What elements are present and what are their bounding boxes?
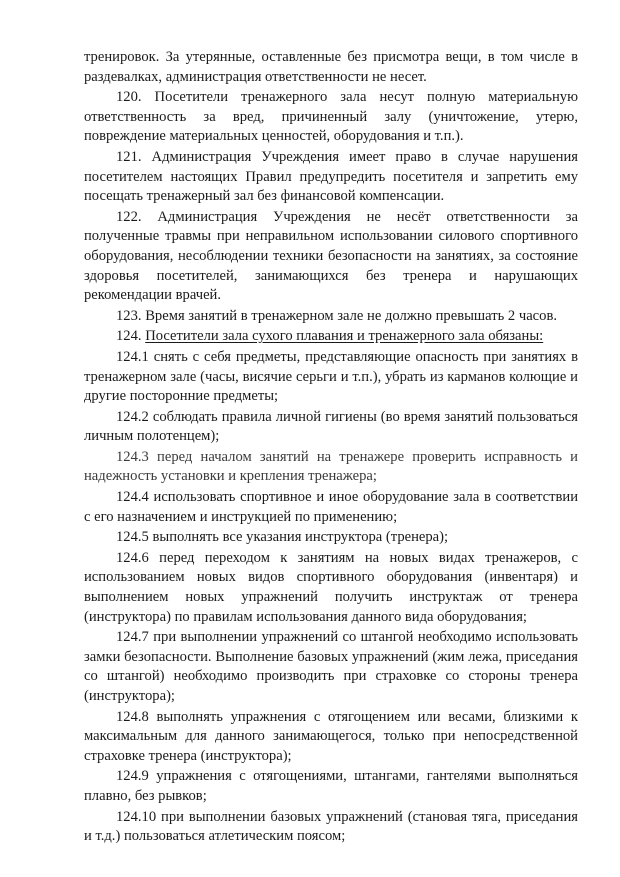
paragraph-text: использовать спортивное и иное оборудование зала в соответствии с его назначением и инструкцией по применению; bbox=[84, 489, 578, 525]
paragraph-number: 124. bbox=[116, 328, 142, 345]
paragraph-number: 124.5 bbox=[116, 529, 149, 546]
paragraph-text: тренировок. За утерянные, оставленные без присмотра вещи, в том числе в раздевалках, администрация ответственности не несет. bbox=[84, 49, 578, 85]
paragraph-text: соблюдать правила личной гигиены (во время занятий пользоваться личным полотенцем); bbox=[84, 408, 578, 445]
paragraph-124-7 bbox=[84, 628, 578, 706]
paragraph-124-6 bbox=[84, 549, 578, 627]
paragraph-text: Время занятий в тренажерном зале не должно превышать 2 часов. bbox=[145, 307, 557, 324]
paragraph-124-10 bbox=[84, 808, 578, 847]
paragraph-text: снять с себя предметы, представляющие опасность при занятиях в тренажерном зале (часы, висячие серьги и т.п.), убрать из карманов колющие и другие посторонние предметы; bbox=[84, 348, 578, 405]
paragraph-number: 121. bbox=[116, 148, 142, 165]
paragraph-122 bbox=[84, 208, 578, 306]
paragraph-text: перед переходом к занятиям на новых видах тренажеров, с использованием новых видов спортивного оборудования (инвентаря) и выполнением новых упражнений получить инструктаж от тренера (инструктора) по правилам использования данного вида оборудования; bbox=[84, 549, 578, 625]
paragraph-number: 124.10 bbox=[116, 808, 157, 825]
paragraph-124-1 bbox=[84, 348, 578, 407]
paragraph-number: 120. bbox=[116, 89, 142, 106]
paragraph-121 bbox=[84, 148, 578, 207]
paragraph-number: 124.2 bbox=[116, 408, 149, 425]
paragraph-120 bbox=[84, 88, 578, 147]
paragraph-124 bbox=[84, 327, 578, 347]
paragraph-123 bbox=[84, 307, 578, 327]
paragraph-number: 124.6 bbox=[116, 549, 149, 566]
paragraph-heading-underlined: Посетители зала сухого плавания и тренажерного зала обязаны: bbox=[145, 328, 544, 345]
paragraph-124-4 bbox=[84, 488, 578, 527]
paragraph-124-3 bbox=[84, 448, 578, 487]
paragraph-124-8 bbox=[84, 708, 578, 767]
paragraph-text: выполнять все указания инструктора (тренера); bbox=[152, 529, 449, 546]
paragraph-number: 123. bbox=[116, 307, 142, 324]
paragraph-continuation bbox=[84, 48, 578, 87]
paragraph-number: 124.9 bbox=[116, 768, 149, 785]
paragraph-text: Посетители тренажерного зала несут полную материальную ответственность за вред, причиненный залу (уничтожение, утерю, повреждение материальных ценностей, оборудования и т.п.). bbox=[84, 89, 578, 145]
paragraph-number: 124.8 bbox=[116, 708, 149, 725]
paragraph-124-5 bbox=[84, 528, 578, 548]
paragraph-text: Администрация Учреждения не несёт ответственности за полученные травмы при неправильном использовании силового спортивного оборудования, несоблюдении техники безопасности на занятиях, за состояние здоровья посетителей, занимающихся без тренера и нарушающих рекомендации врачей. bbox=[84, 208, 578, 304]
paragraph-124-9 bbox=[84, 767, 578, 806]
paragraph-number: 124.4 bbox=[116, 489, 149, 506]
paragraph-124-2 bbox=[84, 408, 578, 447]
paragraph-text: Администрация Учреждения имеет право в случае нарушения посетителем настоящих Правил предупредить посетителя и запретить ему посещать тренажерный зал без финансовой компенсации. bbox=[84, 148, 578, 205]
paragraph-text: при выполнении базовых упражнений (становая тяга, приседания и т.д.) пользоваться атлетическим поясом; bbox=[84, 808, 578, 845]
paragraph-number: 124.1 bbox=[116, 348, 149, 365]
paragraph-number: 124.3 bbox=[116, 448, 149, 465]
paragraph-text: при выполнении упражнений со штангой необходимо использовать замки безопасности. Выполнение базовых упражнений (жим лежа, приседания со штангой) необходимо производить при страховке со стороны тренера (инструктора); bbox=[84, 629, 578, 704]
paragraph-text: выполнять упражнения с отягощением или весами, близкими к максимальным для данного занимающегося, только при непосредственной страховке тренера (инструктора); bbox=[84, 708, 578, 764]
paragraph-number: 122. bbox=[116, 208, 142, 225]
paragraph-text: упражнения с отягощениями, штангами, гантелями выполняться плавно, без рывков; bbox=[84, 768, 578, 804]
paragraph-number: 124.7 bbox=[116, 629, 149, 646]
paragraph-text: перед началом занятий на тренажере проверить исправность и надежность установки и крепления тренажера; bbox=[84, 448, 578, 485]
